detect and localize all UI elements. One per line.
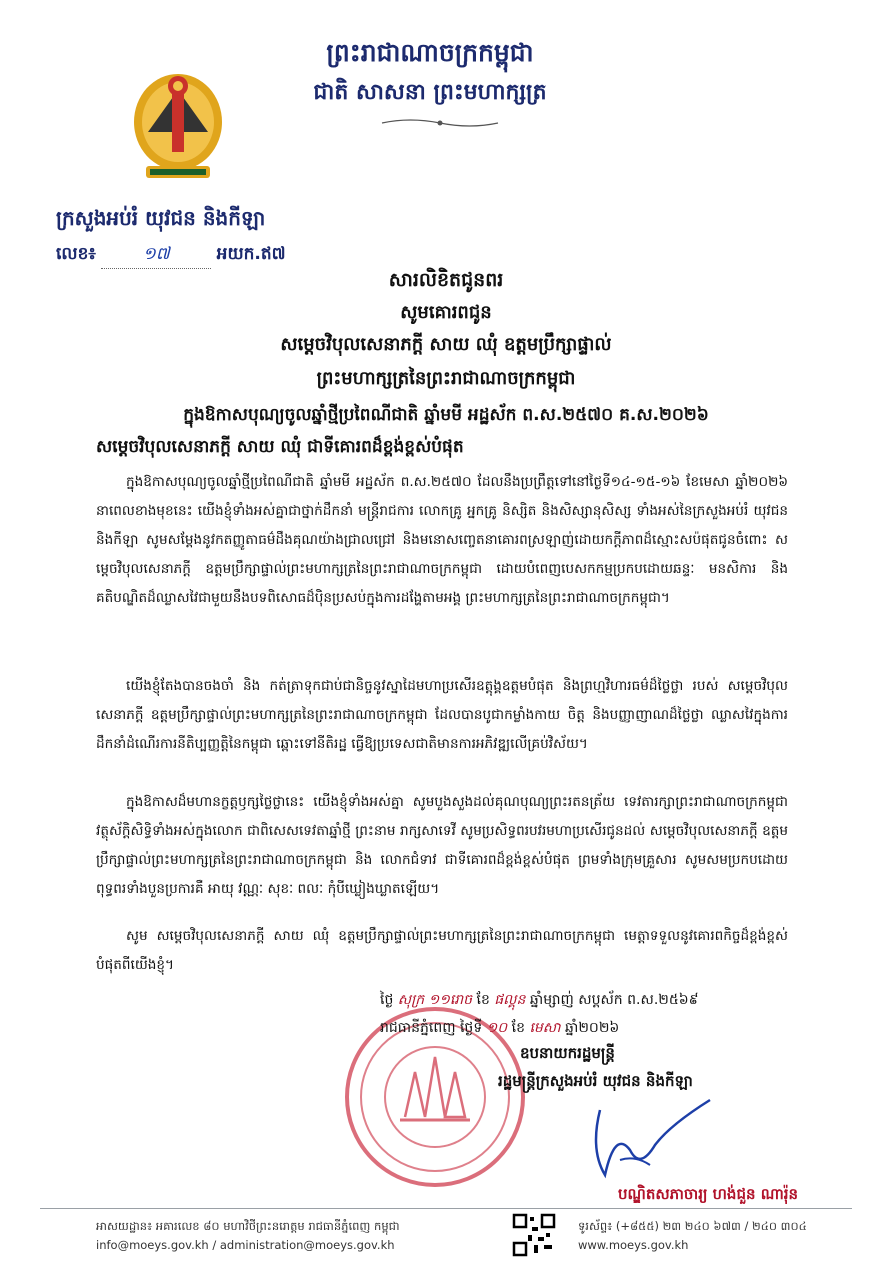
lunar-prefix: ថ្ងៃ	[380, 992, 394, 1008]
qr-code-icon	[512, 1213, 556, 1257]
paragraph-2: យើងខ្ញុំតែងបានចងចាំ និង កត់ត្រាទុកជាប់ជានិច្ចនូវស្នាដៃមហាប្រសើរឧត្តុង្គឧត្តមបំផុត និងព្រហ្មវិហារធម៌ដ៏ថ្លៃថ្លា របស់ សម្តេចវិបុលសេនាភក្តី ឧត្តមប្រឹក្សាផ្ទាល់ព្រះមហាក្សត្រនៃព្រះរាជាណាចក្រកម្ពុជា ដែលបានបូជាកម្លាំងកាយ ចិត្ត និងបញ្ញាញាណដ៏ថ្លៃថ្លា ឈ្លាសវៃក្នុងការដឹកនាំដំណើរការនីតិប្បញ្ញត្តិនៃកម្ពុជា ឆ្ពោះទៅនីតិរដ្ឋ ធ្វើឱ្យប្រទេសជាតិមានការអភិវឌ្ឍលើគ្រប់វិស័យ។	[96, 678, 788, 752]
national-motto: ជាតិ សាសនា ព្រះមហាក្សត្រ	[313, 80, 547, 105]
lunar-day: សុក្រ ១១រោច	[397, 992, 473, 1008]
solar-date	[380, 1018, 800, 1039]
paragraph-4: សូម សម្តេចវិបុលសេនាភក្តី សាយ ឈុំ ឧត្តមប្រឹក្សាផ្ទាល់ព្រះមហាក្សត្រនៃព្រះរាជាណាចក្រកម្ពុជា មេត្តាទទួលនូវគោរពកិច្ចដ៏ខ្ពង់ខ្ពស់បំផុតពីយើងខ្ញុំ។	[96, 928, 788, 973]
addressee-title: ព្រះមហាក្សត្រនៃព្រះរាជាណាចក្រកម្ពុជា	[316, 368, 576, 389]
signatory-name: បណ្ឌិតសភាចារ្យ ហង់ជួន ណារ៉ុន	[618, 1185, 799, 1203]
solar-month: មេសា	[529, 1020, 561, 1036]
ministry-name: ក្រសួងអប់រំ យុវជន និងកីឡា	[56, 206, 266, 230]
ornament-divider-icon	[380, 115, 500, 131]
ref-number: ១៧	[101, 243, 211, 269]
kingdom-title: ព្រះរាជាណាចក្រកម្ពុជា	[326, 38, 534, 67]
lunar-year: ឆ្នាំម្សាញ់ សប្តស័ក ព.ស.២៥៦៩	[529, 992, 699, 1008]
ref-label: លេខ៖	[56, 244, 96, 264]
reference-line	[56, 243, 386, 269]
lunar-month-prefix: ខែ	[476, 992, 490, 1008]
paragraph-1: ក្នុងឱកាសបុណ្យចូលឆ្នាំថ្មីប្រពៃណីជាតិ ឆ្នាំមមី អដ្ឋស័ក ព.ស.២៥៧០ ដែលនឹងប្រព្រឹត្តទៅនៅថ្ងៃទី១៤-១៥-១៦ ខែមេសា ឆ្នាំ២០២៦ នាពេលខាងមុខនេះ យើងខ្ញុំទាំងអស់គ្នាជាថ្នាក់ដឹកនាំ មន្ត្រីរាជការ លោកគ្រូ អ្នកគ្រូ និស្សិត និងសិស្សានុសិស្ស ទាំងអស់នៃក្រសួងអប់រំ យុវជន និងកីឡា សូមសម្តែងនូវកតញ្ញូតាធម៌ដឹងគុណយ៉ាងជ្រាលជ្រៅ និងមនោសញ្ចេតនាគោរពស្រឡាញ់ដោយកក្តីភាពដ៏ស្មោះសប៉ផុតជូនចំពោះ សម្តេចវិបុលសេនាភក្តី ឧត្តមប្រឹក្សាផ្ទាល់ព្រះមហាក្សត្រនៃព្រះរាជាណាចក្រកម្ពុជា ដោយបំពេញបេសកកម្មប្រកបដោយឆន្ទៈ មនសិការ និងគតិបណ្ឌិតដ៏ឈ្លាសវៃជាមួយនឹងបទពិសោធដ៏ប៉ិនប្រសប់ក្នុងការដង្ហែតាមអង្គ ព្រះមហាក្សត្រនៃព្រះរាជាណាចក្រកម្ពុជា។	[96, 474, 788, 606]
addressee-intro: សូមគោរពជូន	[400, 302, 492, 323]
solar-year: ឆ្នាំ២០២៦	[565, 1020, 620, 1036]
addressee-name: សម្តេចវិបុលសេនាភក្តី សាយ ឈុំ ឧត្តមប្រឹក្សាផ្ទាល់	[280, 334, 612, 355]
footer-address: អាសយដ្ឋាន៖ អគារលេខ ៨០ មហាវិថីព្រះនរោត្តម រាជធានីភ្នំពេញ កម្ពុជា	[96, 1219, 400, 1233]
signatory-title-1: ឧបនាយករដ្ឋមន្ត្រី	[520, 1044, 615, 1062]
lunar-month: ផល្គុន	[494, 992, 526, 1008]
handwritten-signature-icon	[560, 1090, 730, 1190]
solar-prefix: រាជធានីភ្នំពេញ ថ្ងៃទី	[380, 1020, 483, 1036]
footer-divider	[40, 1208, 852, 1209]
solar-day: ១០	[486, 1020, 508, 1036]
ref-code: អយក.ឥ៧	[216, 244, 286, 264]
footer-phone: ទូរស័ព្ទ៖ (+៨៥៥) ២៣ ២៤០ ៦៧៣ / ២៤០ ៣០៤	[578, 1219, 807, 1233]
solar-month-prefix: ខែ	[511, 1020, 525, 1036]
lunar-date	[380, 990, 800, 1011]
footer-emails[interactable]: info@moeys.gov.kh / administration@moeys.gov.kh	[96, 1238, 395, 1252]
occasion-line: ក្នុងឱកាសបុណ្យចូលឆ្នាំថ្មីប្រពៃណីជាតិ ឆ្នាំមមី អដ្ឋស័ក ព.ស.២៥៧០ គ.ស.២០២៦	[183, 405, 709, 425]
signatory-title-2: រដ្ឋមន្ត្រីក្រសួងអប់រំ យុវជន និងកីឡា	[498, 1072, 693, 1090]
salutation: សម្តេចវិបុលសេនាភក្តី សាយ ឈុំ ជាទីគោរពដ៏ខ្ពង់ខ្ពស់បំផុត	[96, 437, 464, 457]
paragraph-3: ក្នុងឱកាសដ៏មហានក្ខត្តឫក្សថ្លៃថ្លានេះ យើងខ្ញុំទាំងអស់គ្នា សូមបួងសួងដល់គុណបុណ្យព្រះរតនត្រ័យ ទេវតារក្សាព្រះរាជាណាចក្រកម្ពុជា វត្ថុស័ក្តិសិទ្ធិទាំងអស់ក្នុងលោក ជាពិសេសទេវតាឆ្នាំថ្មី ព្រះនាម រាក្សសាទេវី សូមប្រសិទ្ធពរបវរមហាប្រសើរជូនដល់ សម្តេចវិបុលសេនាភក្តី ឧត្តមប្រឹក្សាផ្ទាល់ព្រះមហាក្សត្រនៃព្រះរាជាណាចក្រកម្ពុជា និង លោកជំទាវ ជាទីគោរពដ៏ខ្ពង់ខ្ពស់បំផុត ព្រមទាំងក្រុមគ្រួសារ សូមសមប្រកបដោយពុទ្ធពរទាំងបួនប្រការគឺ អាយុ វណ្ណៈ សុខៈ ពលៈ កុំបីឃ្លៀងឃ្លាតឡើយ។	[96, 794, 788, 897]
royal-emblem-icon	[128, 62, 228, 192]
footer-website[interactable]: www.moeys.gov.kh	[578, 1238, 689, 1252]
letter-title: សារលិខិតជូនពរ	[388, 269, 504, 291]
